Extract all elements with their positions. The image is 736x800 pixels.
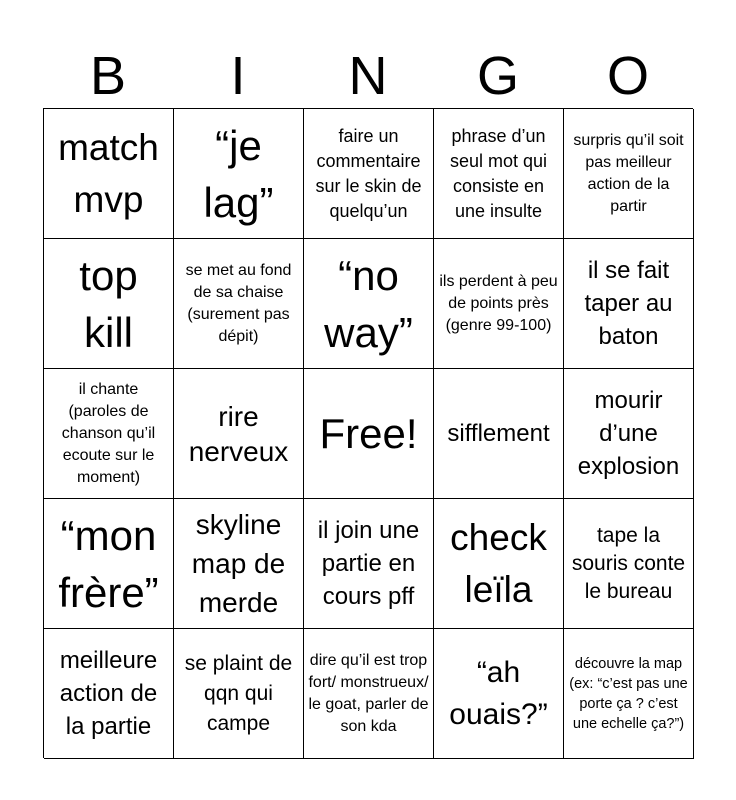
bingo-cell-r3-c2[interactable] <box>174 369 304 499</box>
bingo-cell-r5-c4[interactable] <box>434 629 564 759</box>
header-letter-i: I <box>230 46 246 106</box>
bingo-cell-r1-c2[interactable] <box>174 109 304 239</box>
bingo-cell-r1-c1[interactable] <box>44 109 174 239</box>
bingo-cell-r5-c1[interactable] <box>44 629 174 759</box>
cell-text free-space: Free! <box>319 410 418 457</box>
cell-text: phrase d’un seul mot qui consiste en une insulte <box>449 125 548 221</box>
bingo-cell-r4-c4[interactable] <box>434 499 564 629</box>
header-letter-b: B <box>89 46 127 106</box>
cell-text: ils perdent à peu de points près (genre 99-100) <box>439 272 558 334</box>
bingo-cell-r3-c3[interactable] <box>304 369 434 499</box>
bingo-header <box>43 44 693 108</box>
cell-text: meilleure action de la partie <box>59 647 158 740</box>
cell-text: match mvp <box>58 126 159 220</box>
bingo-cell-r4-c2[interactable] <box>174 499 304 629</box>
cell-text: surpris qu’il soit pas meilleur action de la partir <box>573 131 684 215</box>
cell-text: skyline map de merde <box>191 509 286 618</box>
cell-text: “je lag” <box>203 121 274 226</box>
bingo-cell-r5-c3[interactable] <box>304 629 434 759</box>
cell-text: tape la souris conte le bureau <box>571 523 686 603</box>
header-letter-g: G <box>476 46 519 106</box>
cell-text: sifflement <box>447 420 550 447</box>
bingo-cell-r5-c5[interactable] <box>564 629 694 759</box>
cell-text: “ah ouais?” <box>449 655 548 731</box>
cell-text: il join une partie en cours pff <box>317 517 420 610</box>
bingo-grid <box>43 108 693 758</box>
cell-text: il se fait taper au baton <box>584 257 673 350</box>
header-letter-n: N <box>348 46 388 106</box>
bingo-cell-r4-c5[interactable] <box>564 499 694 629</box>
cell-text: rire nerveux <box>188 400 289 467</box>
bingo-cell-r3-c1[interactable] <box>44 369 174 499</box>
bingo-cell-r5-c2[interactable] <box>174 629 304 759</box>
bingo-cell-r3-c4[interactable] <box>434 369 564 499</box>
cell-text: dire qu’il est trop fort/ monstrueux/ le goat, parler de son kda <box>308 651 429 735</box>
cell-text: check leïla <box>450 516 547 610</box>
cell-text: découvre la map (ex: “c’est pas une porte ça ? c’est une echelle ça?”) <box>569 655 688 732</box>
cell-text: top kill <box>79 251 138 356</box>
cell-text: se plaint de qqn qui campe <box>184 651 293 735</box>
bingo-cell-r2-c5[interactable] <box>564 239 694 369</box>
bingo-cell-r2-c1[interactable] <box>44 239 174 369</box>
bingo-cell-r2-c4[interactable] <box>434 239 564 369</box>
cell-text: “mon frère” <box>58 511 159 616</box>
bingo-cell-r1-c3[interactable] <box>304 109 434 239</box>
bingo-cell-r1-c5[interactable] <box>564 109 694 239</box>
bingo-cell-r4-c3[interactable] <box>304 499 434 629</box>
cell-text: se met au fond de sa chaise (surement pas dépit) <box>185 261 292 345</box>
cell-text: il chante (paroles de chanson qu’il ecoute sur le moment) <box>61 380 156 486</box>
bingo-cell-r1-c4[interactable] <box>434 109 564 239</box>
header-letter-o: O <box>606 46 649 106</box>
bingo-cell-r4-c1[interactable] <box>44 499 174 629</box>
bingo-cell-r2-c3[interactable] <box>304 239 434 369</box>
cell-text: faire un commentaire sur le skin de quelqu’un <box>315 125 422 221</box>
cell-text: mourir d’une explosion <box>577 387 680 480</box>
bingo-cell-r3-c5[interactable] <box>564 369 694 499</box>
bingo-cell-r2-c2[interactable] <box>174 239 304 369</box>
cell-text: “no way” <box>324 251 413 356</box>
